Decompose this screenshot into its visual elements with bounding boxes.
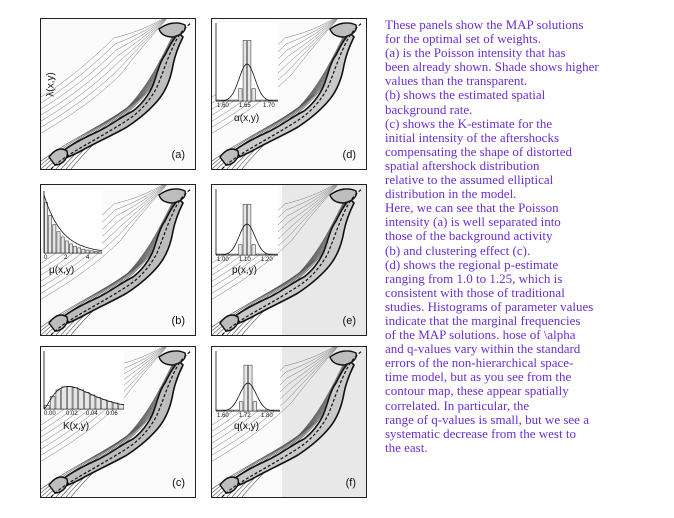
histogram-bar [234, 100, 237, 101]
histogram-bar [78, 248, 81, 253]
contour-map-e [212, 185, 366, 335]
var-label-f: q(x,y) [234, 421, 259, 432]
description-line: distribution in the model. [385, 186, 517, 202]
histogram-bar [61, 237, 64, 253]
panel-label-c: (c) [172, 477, 185, 489]
histogram-bar [230, 100, 233, 101]
histogram-bar [107, 401, 112, 409]
histogram-bar [94, 251, 97, 253]
histogram-bar [90, 395, 95, 409]
histogram-bar [239, 402, 243, 411]
description-line: consistent with those of traditional [385, 284, 565, 300]
histogram-bar [73, 388, 78, 409]
contour-line [41, 19, 171, 127]
histogram-inset [216, 351, 280, 411]
kyushu-outline [49, 315, 67, 331]
histogram-bar [230, 254, 233, 255]
panel-label-a: (a) [171, 149, 185, 161]
var-label-c: K(x,y) [63, 421, 90, 432]
kyushu-outline [220, 315, 238, 331]
description-line: (b) shows the estimated spatial [385, 87, 546, 103]
histogram-bar [253, 402, 257, 411]
histogram-bar [248, 40, 251, 101]
histogram-inset [216, 23, 278, 101]
kyushu-outline [49, 477, 67, 493]
contour-map-a [41, 19, 195, 169]
histogram-bar [74, 246, 77, 253]
histogram-bar [98, 252, 101, 253]
histogram-bar [243, 204, 246, 255]
description-line: compensating the shape of distorted [385, 143, 573, 159]
histogram-bar [256, 254, 259, 255]
description-line: time model, but as you see from the [385, 369, 572, 385]
panel-b: 0 2 4 μ(x,y) (b) [40, 184, 196, 336]
histogram-bar [234, 254, 237, 255]
histogram-bar [261, 100, 264, 101]
histogram-bar [90, 251, 93, 253]
histogram-bar [239, 89, 242, 101]
description-line: and q-values vary within the standard [385, 341, 581, 357]
description-line: errors of the non-hierarchical space- [385, 355, 574, 371]
description-line: Here, we can see that the Poisson [385, 200, 559, 216]
description-line: background rate. [385, 101, 473, 117]
description-line: (d) shows the regional p-estimate [385, 256, 559, 272]
var-label-b: μ(x,y) [49, 265, 75, 276]
description-line: those of the background activity [385, 228, 553, 244]
histogram-bar [65, 241, 68, 253]
histogram-bar [62, 387, 67, 409]
description-line: spatial aftershock distribution [385, 157, 540, 173]
histogram-inset [216, 189, 278, 255]
description-line: intensity (a) is well separated into [385, 214, 561, 230]
description-line: studies. Histograms of parameter values [385, 298, 594, 314]
kyushu-outline [220, 149, 238, 165]
histogram-bar [243, 40, 246, 101]
panel-e: 1.00 1.10 1.20 p(x,y) (e) [211, 184, 367, 336]
histogram-bar [252, 89, 255, 101]
description-line: (b) and clustering effect (c). [385, 242, 531, 258]
description-line: These panels show the MAP solutions [385, 17, 584, 32]
description-line: of the MAP solutions. hose of \alpha [385, 327, 576, 343]
histogram-bar [85, 392, 90, 409]
histogram-bar [86, 250, 89, 253]
panel-label-f: (f) [345, 477, 356, 489]
description-line: relative to the assumed elliptical [385, 172, 554, 188]
histogram-bar [79, 390, 84, 409]
description-line: contour map, these appear spatially [385, 383, 569, 399]
var-label-d: α(x,y) [234, 113, 260, 124]
histogram-bar [262, 410, 266, 411]
histogram-bar [82, 249, 85, 253]
description-line: been already shown. Shade shows higher [385, 59, 599, 75]
histogram-bar [113, 403, 118, 409]
description-line: indicate that the marginal frequencies [385, 312, 581, 328]
histogram-bar [53, 225, 56, 253]
description-line: correlated. In particular, the [385, 397, 530, 413]
histogram-bar [248, 204, 251, 255]
histogram-bar [249, 365, 253, 411]
description-line: for the optimal set of weights. [385, 31, 541, 47]
histogram-bar [261, 254, 264, 255]
description-line: values than the transparent. [385, 73, 528, 89]
histogram-bar [56, 390, 61, 409]
var-label-e: p(x,y) [232, 265, 257, 276]
var-label-a: λ(x,y) [45, 72, 57, 97]
histogram-bar [256, 100, 259, 101]
panel-d: 1.60 1.65 1.70 α(x,y) (d) [211, 18, 367, 170]
histogram-bar [252, 245, 255, 255]
histogram-bar [45, 203, 48, 253]
histogram-bar [57, 232, 60, 253]
description-line: ranging from 1.0 to 1.25, which is [385, 270, 563, 286]
kyushu-outline [220, 477, 238, 493]
histogram-bar [69, 244, 72, 253]
histogram-bar [244, 365, 248, 411]
description-line: (a) is the Poisson intensity that has [385, 45, 566, 61]
histogram-bar [67, 386, 72, 409]
histogram-bar [230, 410, 234, 411]
histogram-bar [96, 397, 101, 409]
panel-c: 0.00 0.02 0.04 0.06 K(x,y) (c) [40, 346, 196, 498]
description-line: initial intensity of the aftershocks [385, 129, 560, 145]
description-line: range of q-values is small, but we see a [385, 411, 589, 427]
panel-label-b: (b) [171, 315, 185, 327]
histogram-bar [102, 400, 107, 409]
histogram-bar [49, 215, 52, 253]
kyushu-outline [49, 149, 67, 165]
histogram-inset [44, 351, 124, 409]
panel-a [40, 18, 196, 170]
panel-label-e: (e) [342, 315, 356, 327]
histogram-inset [44, 191, 102, 253]
panel-f: 1.60 1.72 1.80 q(x,y) (f) [211, 346, 367, 498]
contour-map-d [212, 19, 366, 169]
panel-label-d: (d) [342, 149, 356, 161]
description-text [385, 18, 670, 455]
histogram-bar [258, 410, 262, 411]
description-line: systematic decrease from the west to [385, 425, 576, 441]
histogram-bar [235, 410, 239, 411]
description-line: (c) shows the K-estimate for the [385, 115, 553, 131]
histogram-bar [239, 245, 242, 255]
description-line: the east. [385, 439, 428, 455]
